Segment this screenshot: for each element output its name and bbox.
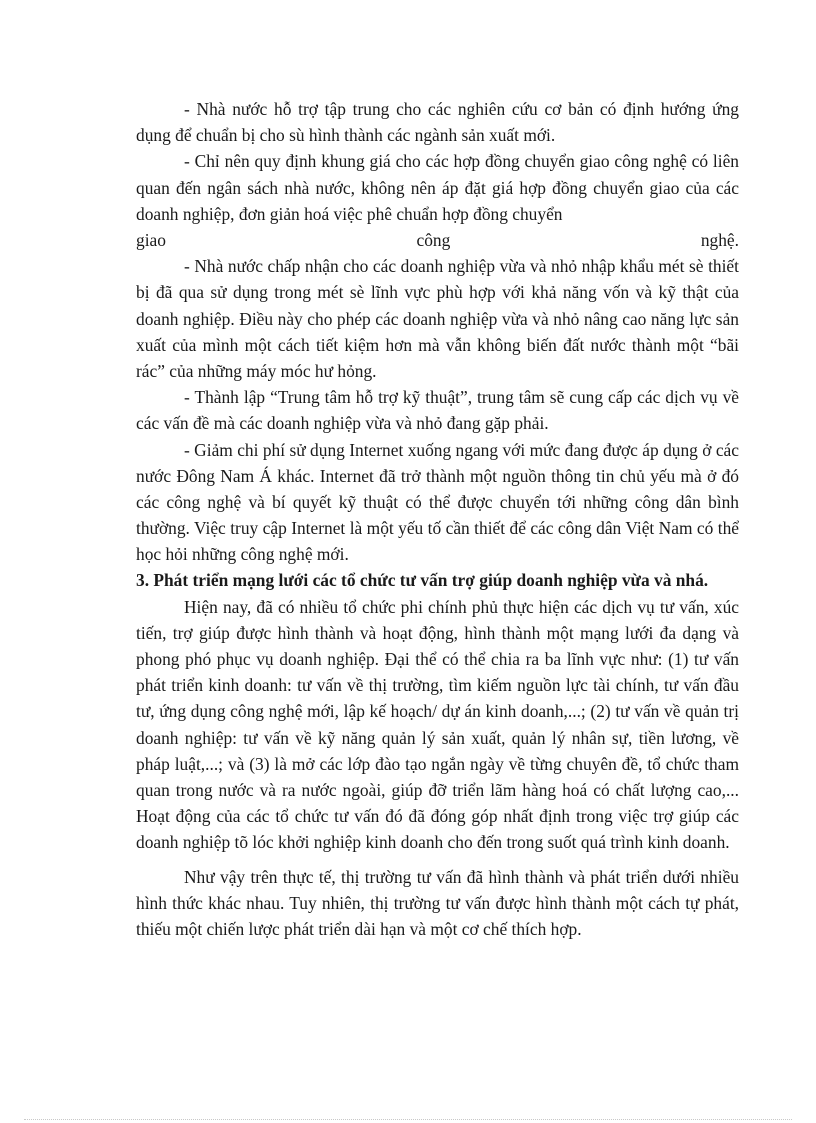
section-heading: 3. Phát triển mạng lưới các tổ chức tư vấn trợ giúp doanh nghiệp vừa và nhá.	[136, 569, 709, 590]
paragraph-price-framework: - Chỉ nên quy định khung giá cho các hợp đồng chuyển giao công nghệ có liên quan đến ngân sách nhà nước, không nên áp đặt giá hợp đồng chuyển giao của các doanh nghiệp, đơn giản hoá việc phê chuẩn hợp đồng chuyển	[136, 151, 739, 224]
document-page	[136, 96, 739, 942]
paragraph-internet-cost: - Giảm chi phí sử dụng Internet xuống ngang với mức đang được áp dụng ở các nước Đông Nam Á khác. Internet đã trở thành một nguồn thông tin chủ yếu mà ở đó các công nghệ và bí quyết kỹ thuật có thể được chuyển tới những công dân bình thường. Việc truy cập Internet là một yếu tố cần thiết để các công dân Việt Nam có thể học hỏi những công nghệ mới.	[136, 439, 739, 565]
word-giao: giao	[136, 230, 166, 251]
paragraph-equipment-import: - Nhà nước chấp nhận cho các doanh nghiệp vừa và nhỏ nhập khẩu mét sè thiết bị đã qua sử dụng trong mét sè lĩnh vực phù hợp với khả năng vốn và kỹ thật của doanh nghiệp. Điều này cho phép các doanh nghiệp vừa và nhỏ nâng cao năng lực sản xuất của mình một cách tiết kiệm hơn mà vẫn không biến đất nước thành một “bãi rác” của những máy móc hư hỏng.	[136, 256, 739, 382]
word-nghe: nghệ.	[700, 230, 739, 251]
paragraph-price-framework-last-line	[136, 227, 739, 253]
paragraph-consulting-network: Hiện nay, đã có nhiều tổ chức phi chính phủ thực hiện các dịch vụ tư vấn, xúc tiến, trợ giúp được hình thành và hoạt động, hình thành một mạng lưới đa dạng và phong phó phục vụ doanh nghiệp. Đại thể có thể chia ra ba lĩnh vực như: (1) tư vấn phát triển kinh doanh: tư vấn về thị trường, tìm kiếm nguồn lực tài chính, tư vấn đầu tư, ứng dụng công nghệ mới, lập kế hoạch/ dự án kinh doanh,...; (2) tư vấn về quản trị doanh nghiệp: tư vấn về kỹ năng quản lý sản xuất, quản lý nhân sự, tiền lương, về pháp luật,...; và (3) là mở các lớp đào tạo ngắn ngày về từng chuyên đề, tổ chức tham quan trong nước và ra nước ngoài, giúp đỡ triển lãm hàng hoá có chất lượng cao,... Hoạt động của các tổ chức tư vấn đó đã đóng góp nhất định trong việc trợ giúp các doanh nghiệp tõ lóc khởi nghiệp kinh doanh cho đến trong suốt quá trình kinh doanh.	[136, 596, 739, 853]
word-cong: công	[416, 230, 451, 251]
page-bottom-border	[24, 1119, 792, 1120]
paragraph-technical-center: - Thành lập “Trung tâm hỗ trợ kỹ thuật”, trung tâm sẽ cung cấp các dịch vụ về các vấn đề mà các doanh nghiệp vừa và nhỏ đang gặp phải.	[136, 387, 739, 434]
paragraph-basic-research: - Nhà nước hỗ trợ tập trung cho các nghiên cứu cơ bản có định hướng ứng dụng để chuẩn bị cho sù hình thành các ngành sản xuất mới.	[136, 99, 739, 146]
paragraph-consulting-market: Như vậy trên thực tế, thị trường tư vấn đã hình thành và phát triển dưới nhiều hình thức khác nhau. Tuy nhiên, thị trường tư vấn được hình thành một cách tự phát, thiếu một chiến lược phát triển dài hạn và một cơ chế thích hợp.	[136, 866, 739, 940]
